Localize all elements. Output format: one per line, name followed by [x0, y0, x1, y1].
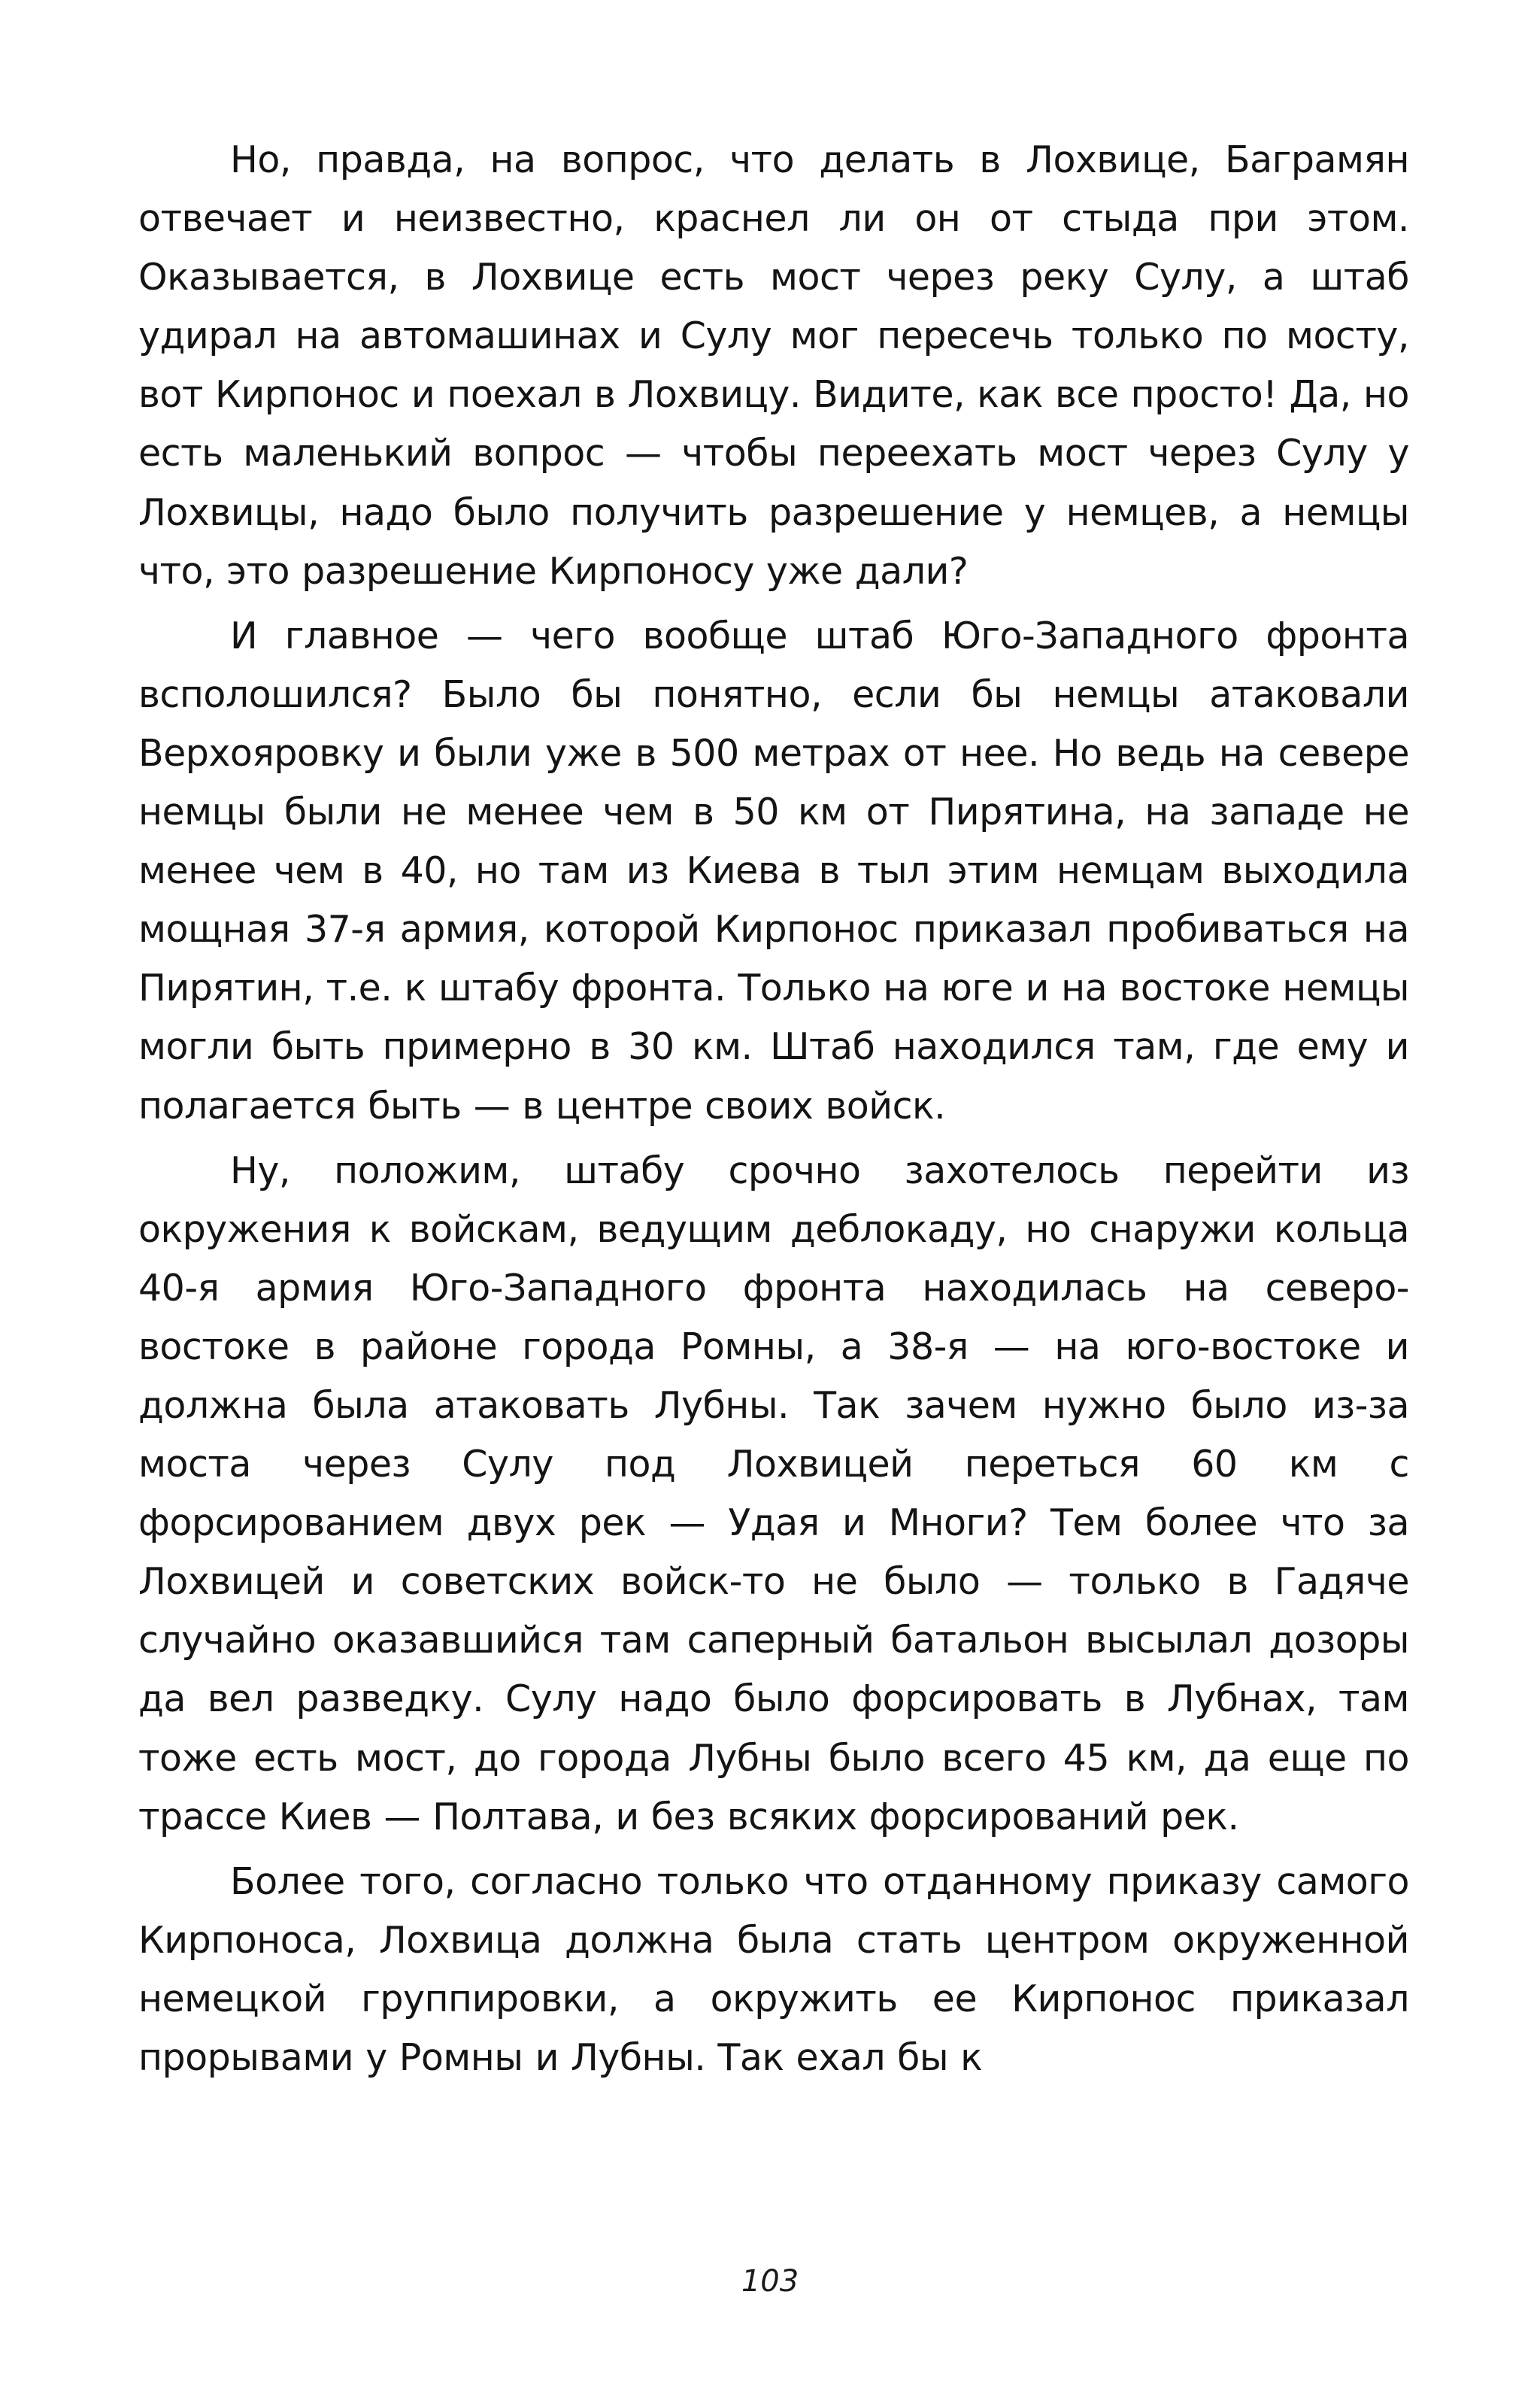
page-number: 103: [741, 2264, 799, 2299]
paragraph-4: Более того, согласно только что отданному приказу самого Кирпоноса, Лохвица должна была стать центром окруженной немецкой группировки, а окружить ее Кирпонос приказал прорывами у Ромны и Лубны. Так ехал бы к: [138, 1859, 1409, 2079]
paragraph-2: И главное — чего вообще штаб Юго-Западного фронта всполошился? Было бы понятно, если бы немцы атаковали Верхояровку и были уже в 500 метрах от нее. Но ведь на севере немцы были не менее чем в 50 км от Пирятина, на западе не менее чем в 40, но там из Киева в тыл этим немцам выходила мощная 37-я армия, которой Кирпонос приказал пробиваться на Пирятин, т.е. к штабу фронта. Только на юге и на востоке немцы могли быть примерно в 30 км. Штаб находился там, где ему и полагается быть — в центре своих войск.: [138, 614, 1409, 1128]
page-body: [138, 131, 1409, 2087]
paragraph-3: Ну, положим, штабу срочно захотелось перейти из окружения к войскам, ведущим деблокаду, но снаружи кольца 40-я армия Юго-Западного фронта находилась на северо-востоке в районе города Ромны, а 38-я — на юго-востоке и должна была атаковать Лубны. Так зачем нужно было из-за моста через Сулу под Лохвицей переться 60 км с форсированием двух рек — Удая и Многи? Тем более что за Лохвицей и советских войск-то не было — только в Гадяче случайно оказавшийся там саперный батальон высылал дозоры да вел разведку. Сулу надо было форсировать в Лубнах, там тоже есть мост, до города Лубны было всего 45 км, да еще по трассе Киев — Полтава, и без всяких форсирований рек.: [138, 1149, 1409, 1838]
paragraph-1: Но, правда, на вопрос, что делать в Лохвице, Баграмян отвечает и неизвестно, краснел ли он от стыда при этом. Оказывается, в Лохвице есть мост через реку Сулу, а штаб удирал на автомашинах и Сулу мог пересечь только по мосту, вот Кирпонос и поехал в Лохвицу. Видите, как все просто! Да, но есть маленький вопрос — чтобы переехать мост через Сулу у Лохвицы, надо было получить разрешение у немцев, а немцы что, это разрешение Кирпоносу уже дали?: [138, 138, 1409, 593]
